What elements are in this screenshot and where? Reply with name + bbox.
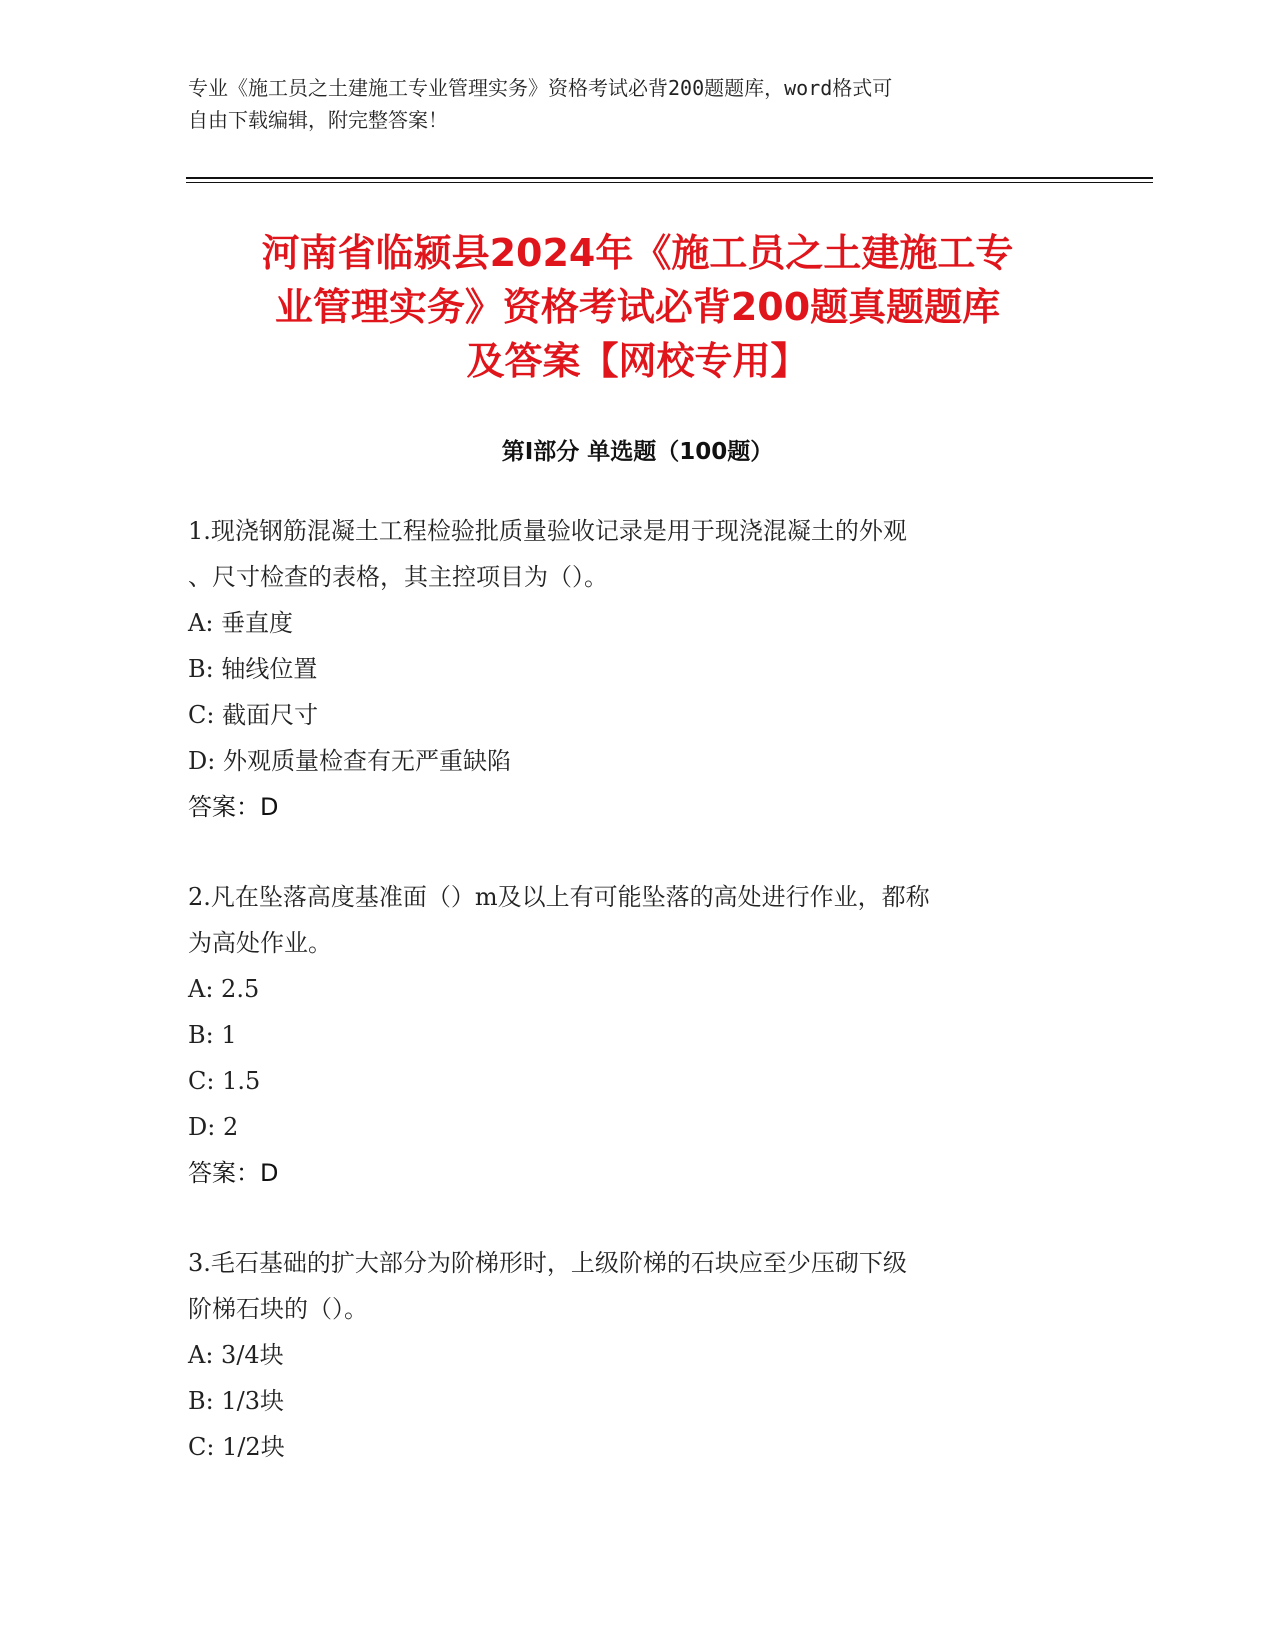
question-answer: 答案：D <box>188 1159 279 1187</box>
question-stem-line: 2.凡在坠落高度基准面（）m及以上有可能坠落的高处进行作业，都称 <box>188 883 930 911</box>
question-option-d: D: 外观质量检查有无严重缺陷 <box>188 747 511 775</box>
question-answer: 答案：D <box>188 793 279 821</box>
question-option-a: A: 垂直度 <box>188 609 294 637</box>
header-note-line-1: 专业《施工员之土建施工专业管理实务》资格考试必背200题题库，word格式可 <box>188 76 893 100</box>
header-note <box>188 72 1088 136</box>
header-divider-thick <box>186 177 1153 179</box>
question-2 <box>188 874 1088 1196</box>
header-divider-thin <box>186 182 1153 183</box>
header-note-line-2: 自由下载编辑，附完整答案！ <box>188 108 448 132</box>
document-title-line-1: 河南省临颍县2024年《施工员之土建施工专 <box>261 231 1014 275</box>
question-option-c: C: 1.5 <box>188 1067 261 1095</box>
question-option-b: B: 1 <box>188 1021 237 1049</box>
question-stem-line: 1.现浇钢筋混凝土工程检验批质量验收记录是用于现浇混凝土的外观 <box>188 517 907 545</box>
question-option-b: B: 1/3块 <box>188 1387 284 1415</box>
question-1 <box>188 508 1088 830</box>
question-option-a: A: 2.5 <box>188 975 260 1003</box>
question-option-c: C: 1/2块 <box>188 1433 285 1461</box>
question-option-d: D: 2 <box>188 1113 239 1141</box>
question-option-c: C: 截面尺寸 <box>188 701 319 729</box>
question-option-b: B: 轴线位置 <box>188 655 318 683</box>
section-title: 第Ⅰ部分 单选题（100题） <box>501 439 774 465</box>
question-option-a: A: 3/4块 <box>188 1341 284 1369</box>
question-stem-line: 为高处作业。 <box>188 929 332 957</box>
question-stem-line: 3.毛石基础的扩大部分为阶梯形时，上级阶梯的石块应至少压砌下级 <box>188 1249 907 1277</box>
question-stem-line: 、尺寸检查的表格，其主控项目为（）。 <box>188 563 608 591</box>
document-title-line-3: 及答案【网校专用】 <box>466 339 809 383</box>
document-title-line-2: 业管理实务》资格考试必背200题真题题库 <box>274 285 1001 329</box>
question-3 <box>188 1240 1088 1470</box>
question-stem-line: 阶梯石块的（）。 <box>188 1295 368 1323</box>
document-title <box>150 226 1125 388</box>
